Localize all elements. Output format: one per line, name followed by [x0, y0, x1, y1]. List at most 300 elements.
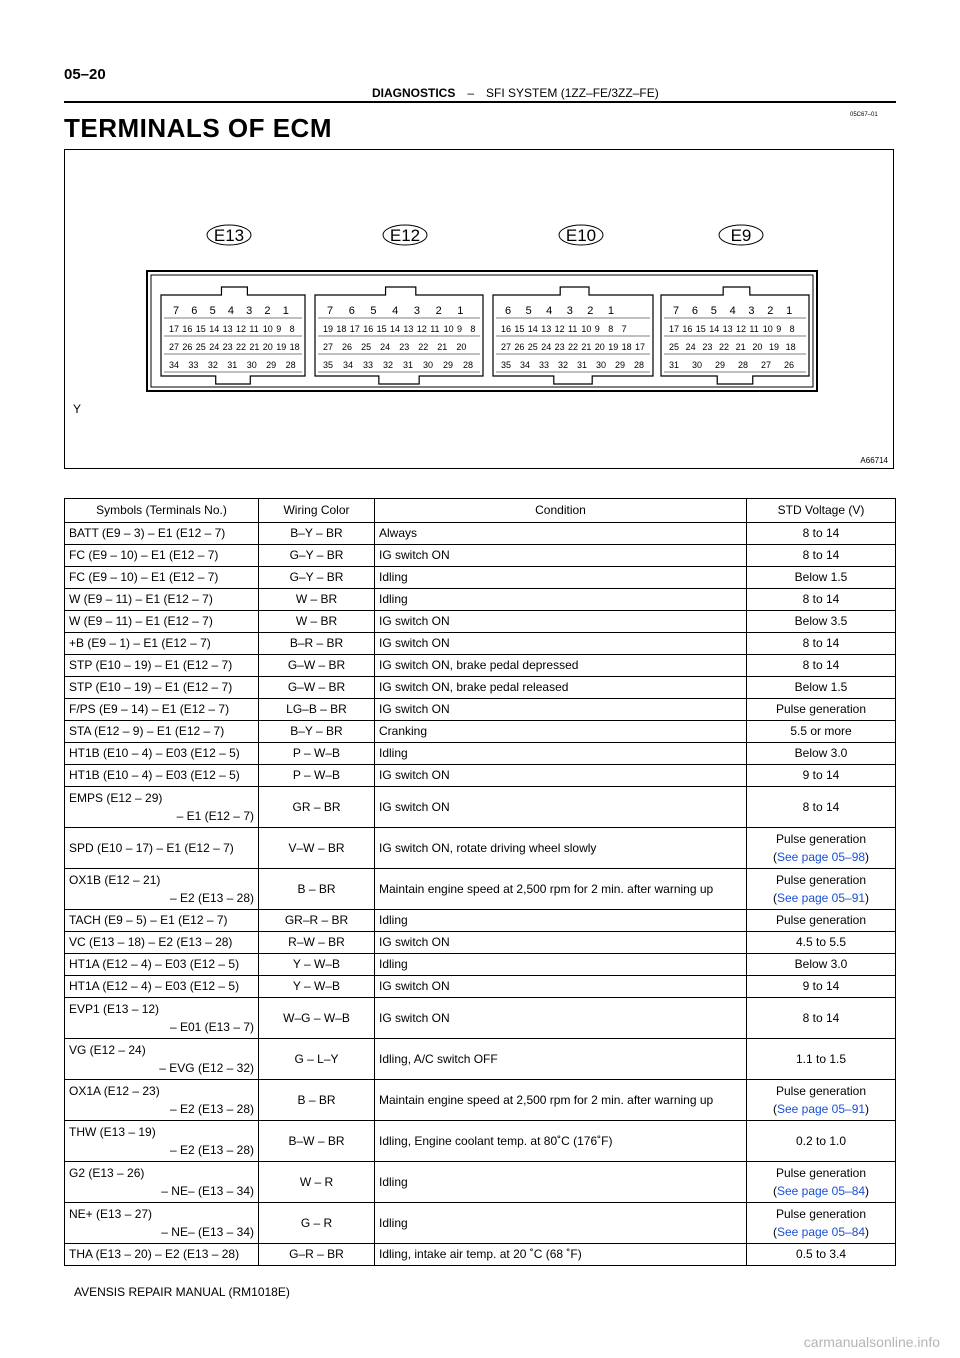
- cell-wiring-color: [259, 954, 375, 976]
- row-std-voltage: 0.5 to 3.4: [795, 1247, 847, 1261]
- row-condition: Idling, Engine coolant temp. at 80˚C (176˚F): [379, 1134, 613, 1148]
- cell-std-voltage: [747, 721, 896, 743]
- row-wiring-color: W – BR: [295, 614, 338, 628]
- table-row: [65, 699, 896, 721]
- connector-pin-number: 6: [348, 305, 355, 317]
- connector-pin-number: 27: [761, 360, 772, 370]
- connector-pin-number: 13: [541, 324, 552, 334]
- connector-pin-number: 7: [327, 305, 334, 317]
- connector-pin-number: 23: [554, 342, 565, 352]
- cell-std-voltage: [747, 1244, 896, 1266]
- row-std-voltage: 0.2 to 1.0: [795, 1134, 847, 1148]
- row-symbol: F/PS (E9 – 14) – E1 (E12 – 7): [69, 702, 230, 716]
- row-condition: IG switch ON: [379, 636, 450, 650]
- figure-id: A66714: [860, 456, 888, 465]
- row-wiring-color: G – R: [300, 1216, 333, 1230]
- cell-std-voltage: [747, 932, 896, 954]
- table-row: [65, 1203, 896, 1244]
- connector-pin-number: 7: [673, 305, 680, 317]
- connector-pin-number: 1: [786, 305, 793, 317]
- connector-pin-number: 29: [715, 360, 726, 370]
- connector-pin-number: 26: [182, 342, 193, 352]
- row-wiring-color: G–Y – BR: [289, 548, 344, 562]
- connector-pin-number: 15: [514, 324, 525, 334]
- connector-pin-number: 24: [541, 342, 552, 352]
- connector-pin-number: 1: [282, 305, 289, 317]
- see-page-link[interactable]: See page 05–98: [776, 850, 866, 864]
- cell-wiring-color: [259, 1039, 375, 1080]
- cell-std-voltage: [747, 589, 896, 611]
- row-wiring-color: G–Y – BR: [289, 570, 344, 584]
- cell-std-voltage: [747, 1121, 896, 1162]
- row-wiring-color: W – BR: [295, 592, 338, 606]
- row-std-voltage: 8 to 14: [802, 636, 840, 650]
- cell-std-voltage: [747, 523, 896, 545]
- connector-pin-number: 22: [418, 342, 429, 352]
- row-symbol: EMPS (E12 – 29): [69, 791, 163, 805]
- connector-pin-number: 7: [173, 305, 180, 317]
- table-row: [65, 954, 896, 976]
- connector-pin-number: 32: [383, 360, 394, 370]
- connector-pin-number: 18: [289, 342, 300, 352]
- connector-pin-number: 17: [669, 324, 680, 334]
- row-std-voltage: Below 3.0: [794, 957, 848, 971]
- row-std-voltage: 8 to 14: [802, 1011, 840, 1025]
- row-condition: Always: [379, 526, 418, 540]
- connector-pin-number: 10: [581, 324, 592, 334]
- connector-pin-number: 16: [682, 324, 693, 334]
- table-row: [65, 787, 896, 828]
- connector-pin-number: 26: [342, 342, 353, 352]
- cell-symbol: [65, 1162, 259, 1203]
- cell-condition: [375, 523, 747, 545]
- row-wiring-color: GR – BR: [292, 800, 341, 814]
- cell-symbol: [65, 787, 259, 828]
- connector-pin-number: 1: [457, 305, 464, 317]
- cell-symbol: [65, 1039, 259, 1080]
- cell-wiring-color: [259, 910, 375, 932]
- cell-symbol: [65, 589, 259, 611]
- connector-pin-number: 34: [169, 360, 180, 370]
- cell-wiring-color: [259, 699, 375, 721]
- see-page-link[interactable]: See page 05–84: [776, 1225, 866, 1239]
- row-symbol-ground: – E1 (E12 – 7): [176, 809, 254, 823]
- cell-condition: [375, 721, 747, 743]
- connector-pin-number: 30: [246, 360, 257, 370]
- cell-symbol: [65, 655, 259, 677]
- row-wiring-color: G – L–Y: [294, 1052, 339, 1066]
- row-wiring-color: B–R – BR: [289, 636, 344, 650]
- terminals-table: [64, 498, 896, 1266]
- page-footer: AVENSIS REPAIR MANUAL (RM1018E): [74, 1285, 290, 1299]
- connector-pin-number: 3: [413, 305, 420, 317]
- row-wiring-color: GR–R – BR: [284, 913, 349, 927]
- cell-wiring-color: [259, 523, 375, 545]
- cell-symbol: [65, 932, 259, 954]
- row-symbol: FC (E9 – 10) – E1 (E12 – 7): [69, 570, 219, 584]
- row-condition: Idling: [379, 592, 408, 606]
- connector-pin-number: 5: [209, 305, 216, 317]
- row-wiring-color: B–Y – BR: [290, 526, 343, 540]
- row-condition: Idling: [379, 913, 408, 927]
- connector-pin-number: 2: [264, 305, 271, 317]
- connector-pin-number: 34: [343, 360, 354, 370]
- row-condition: Idling: [379, 1175, 408, 1189]
- table-row: [65, 721, 896, 743]
- row-wiring-color: G–W – BR: [287, 680, 346, 694]
- cell-condition: [375, 910, 747, 932]
- connector-pin-number: 23: [702, 342, 713, 352]
- cell-condition: [375, 828, 747, 869]
- row-symbol: THA (E13 – 20) – E2 (E13 – 28): [69, 1247, 240, 1261]
- cell-condition: [375, 1203, 747, 1244]
- cell-wiring-color: [259, 787, 375, 828]
- cell-wiring-color: [259, 1162, 375, 1203]
- connector-pin-number: 14: [209, 324, 220, 334]
- cell-wiring-color: [259, 633, 375, 655]
- cell-symbol: [65, 611, 259, 633]
- cell-std-voltage: [747, 869, 896, 910]
- connector-pin-number: 7: [621, 324, 627, 334]
- row-symbol: HT1B (E10 – 4) – E03 (E12 – 5): [69, 768, 240, 782]
- connector-pin-number: 16: [501, 324, 512, 334]
- cell-wiring-color: [259, 1121, 375, 1162]
- cell-wiring-color: [259, 1080, 375, 1121]
- row-condition: IG switch ON: [379, 979, 450, 993]
- connector-pin-number: 8: [289, 324, 295, 334]
- connector-pin-number: 2: [587, 305, 594, 317]
- see-page-link[interactable]: See page 05–91: [776, 1102, 866, 1116]
- connector-pin-number: 29: [266, 360, 277, 370]
- connector-pin-number: 12: [736, 324, 747, 334]
- connector-pin-number: 25: [669, 342, 680, 352]
- row-symbol-ground: – E2 (E13 – 28): [169, 1102, 254, 1116]
- row-symbol: EVP1 (E13 – 12): [69, 1002, 160, 1016]
- table-row: [65, 1080, 896, 1121]
- row-wiring-color: B–W – BR: [288, 1134, 345, 1148]
- cell-condition: [375, 998, 747, 1039]
- cell-condition: [375, 932, 747, 954]
- table-row: [65, 677, 896, 699]
- cell-wiring-color: [259, 721, 375, 743]
- cell-std-voltage: [747, 611, 896, 633]
- cell-symbol: [65, 523, 259, 545]
- see-page-link[interactable]: See page 05–84: [776, 1184, 866, 1198]
- connector-pin-number: 18: [621, 342, 632, 352]
- row-wiring-color: B – BR: [297, 1093, 336, 1107]
- connector-pin-number: 9: [276, 324, 282, 334]
- cell-condition: [375, 869, 747, 910]
- connector-pin-number: 26: [514, 342, 525, 352]
- connector-pin-number: 19: [323, 324, 334, 334]
- connector-pin-number: 28: [738, 360, 749, 370]
- connector-pin-number: 27: [323, 342, 334, 352]
- connector-pin-number: 6: [691, 305, 698, 317]
- connector-pin-number: 27: [169, 342, 180, 352]
- cell-wiring-color: [259, 743, 375, 765]
- row-condition: Maintain engine speed at 2,500 rpm for 2 min. after warning up: [379, 1093, 714, 1107]
- cell-std-voltage: [747, 998, 896, 1039]
- cell-symbol: [65, 743, 259, 765]
- connector-label: E9: [730, 226, 752, 245]
- connector-pin-number: 17: [635, 342, 646, 352]
- row-condition: Cranking: [379, 724, 428, 738]
- connector-label: E10: [565, 226, 597, 245]
- connector-pin-number: 20: [594, 342, 605, 352]
- connector-pin-number: 33: [363, 360, 374, 370]
- row-condition: IG switch ON, brake pedal released: [379, 680, 569, 694]
- connector-pin-number: 4: [392, 305, 399, 317]
- row-symbol: STA (E12 – 9) – E1 (E12 – 7): [69, 724, 225, 738]
- row-condition: IG switch ON: [379, 702, 450, 716]
- connector-pin-number: 19: [276, 342, 287, 352]
- cell-symbol: [65, 567, 259, 589]
- row-std-voltage: 9 to 14: [802, 979, 840, 993]
- cell-wiring-color: [259, 765, 375, 787]
- connector-pin-number: 33: [539, 360, 550, 370]
- row-std-voltage: 8 to 14: [802, 548, 840, 562]
- row-condition: IG switch ON: [379, 614, 450, 628]
- connector-pin-number: 25: [527, 342, 538, 352]
- table-header-row: [65, 499, 896, 523]
- connector-pin-number: 21: [735, 342, 746, 352]
- row-symbol: FC (E9 – 10) – E1 (E12 – 7): [69, 548, 219, 562]
- connector-pin-number: 21: [581, 342, 592, 352]
- row-wiring-color: Y – W–B: [292, 957, 341, 971]
- cell-std-voltage: [747, 976, 896, 998]
- table-row: [65, 932, 896, 954]
- cell-condition: [375, 655, 747, 677]
- table-row: [65, 828, 896, 869]
- page-header: [372, 86, 659, 100]
- cell-std-voltage: [747, 545, 896, 567]
- connector-pin-number: 11: [249, 324, 259, 334]
- row-symbol: STP (E10 – 19) – E1 (E12 – 7): [69, 680, 233, 694]
- row-std-link-wrap: (See page 05–84): [772, 1184, 870, 1198]
- connector-pin-number: 30: [692, 360, 703, 370]
- row-wiring-color: B–Y – BR: [290, 724, 343, 738]
- row-symbol: BATT (E9 – 3) – E1 (E12 – 7): [69, 526, 226, 540]
- connector-pin-number: 35: [323, 360, 334, 370]
- cell-symbol: [65, 998, 259, 1039]
- cell-wiring-color: [259, 567, 375, 589]
- cell-wiring-color: [259, 589, 375, 611]
- table-row: [65, 611, 896, 633]
- connector-pin-number: 17: [349, 324, 360, 334]
- connector-pin-number: 19: [608, 342, 619, 352]
- connector-pin-number: 18: [785, 342, 796, 352]
- row-symbol: HT1A (E12 – 4) – E03 (E12 – 5): [69, 957, 240, 971]
- table-row: [65, 1121, 896, 1162]
- row-symbol: SPD (E10 – 17) – E1 (E12 – 7): [69, 841, 234, 855]
- row-std-voltage: 8 to 14: [802, 800, 840, 814]
- connector-pin-number: 30: [423, 360, 434, 370]
- row-std-voltage: Below 1.5: [794, 570, 848, 584]
- cell-condition: [375, 1080, 747, 1121]
- row-symbol-ground: – E2 (E13 – 28): [169, 891, 254, 905]
- row-wiring-color: G–W – BR: [287, 658, 346, 672]
- connector-pin-number: 23: [399, 342, 410, 352]
- reference-id: 05C67–01: [850, 112, 878, 118]
- connector-pin-number: 29: [615, 360, 626, 370]
- cell-condition: [375, 589, 747, 611]
- row-std-voltage: 5.5 or more: [790, 724, 852, 738]
- connector-pin-number: 34: [520, 360, 531, 370]
- cell-condition: [375, 787, 747, 828]
- header-subsection: SFI SYSTEM (1ZZ–FE/3ZZ–FE): [486, 86, 659, 100]
- row-wiring-color: W–G – W–B: [283, 1011, 350, 1025]
- connector-pin-number: 4: [227, 305, 234, 317]
- connector-pin-number: 13: [403, 324, 414, 334]
- table-row: [65, 976, 896, 998]
- cell-std-voltage: [747, 1162, 896, 1203]
- row-condition: Idling: [379, 957, 408, 971]
- row-symbol-ground: – NE– (E13 – 34): [161, 1225, 254, 1239]
- row-symbol: OX1B (E12 – 21): [69, 873, 161, 887]
- connector-pin-number: 24: [685, 342, 696, 352]
- cell-std-voltage: [747, 743, 896, 765]
- row-condition: Idling: [379, 746, 408, 760]
- cell-std-voltage: [747, 633, 896, 655]
- cell-symbol: [65, 677, 259, 699]
- cell-std-voltage: [747, 954, 896, 976]
- header-wiring-color: Wiring Color: [259, 499, 375, 523]
- row-symbol: HT1B (E10 – 4) – E03 (E12 – 5): [69, 746, 240, 760]
- row-std-voltage: Pulse generation: [775, 1084, 867, 1098]
- row-std-voltage: 9 to 14: [802, 768, 840, 782]
- row-condition: IG switch ON: [379, 548, 450, 562]
- row-condition: Idling: [379, 1216, 408, 1230]
- cell-symbol: [65, 976, 259, 998]
- connector-pin-number: 26: [784, 360, 795, 370]
- table-row: [65, 765, 896, 787]
- connector-pin-number: 1: [607, 305, 614, 317]
- row-std-link-wrap: (See page 05–84): [772, 1225, 870, 1239]
- connector-pin-number: 5: [525, 305, 532, 317]
- figure-y-label: Y: [73, 402, 82, 416]
- table-row: [65, 910, 896, 932]
- connector-pin-number: 12: [554, 324, 565, 334]
- row-symbol: NE+ (E13 – 27): [69, 1207, 153, 1221]
- header-separator: –: [467, 86, 475, 100]
- connector-pin-number: 20: [752, 342, 763, 352]
- connector-pin-number: 9: [594, 324, 600, 334]
- cell-std-voltage: [747, 1203, 896, 1244]
- row-std-voltage: 1.1 to 1.5: [795, 1052, 847, 1066]
- row-std-voltage: 8 to 14: [802, 592, 840, 606]
- row-wiring-color: B – BR: [297, 882, 336, 896]
- connector-pin-number: 13: [722, 324, 733, 334]
- table-row: [65, 655, 896, 677]
- page-title: TERMINALS OF ECM: [64, 113, 332, 143]
- connector-pin-number: 8: [470, 324, 476, 334]
- cell-symbol: [65, 1080, 259, 1121]
- cell-condition: [375, 743, 747, 765]
- cell-condition: [375, 1244, 747, 1266]
- row-symbol: VC (E13 – 18) – E2 (E13 – 28): [69, 935, 233, 949]
- connector-pin-number: 22: [568, 342, 579, 352]
- row-std-voltage: Below 3.5: [794, 614, 848, 628]
- cell-condition: [375, 1121, 747, 1162]
- connector-pin-number: 32: [558, 360, 569, 370]
- cell-wiring-color: [259, 998, 375, 1039]
- connector-pin-number: 4: [546, 305, 553, 317]
- header-symbols: Symbols (Terminals No.): [65, 499, 259, 523]
- connector-pin-number: 11: [430, 324, 440, 334]
- row-condition: Maintain engine speed at 2,500 rpm for 2 min. after warning up: [379, 882, 714, 896]
- cell-symbol: [65, 828, 259, 869]
- connector-pin-number: 19: [769, 342, 780, 352]
- see-page-link[interactable]: See page 05–91: [776, 891, 866, 905]
- table-row: [65, 869, 896, 910]
- connector-pin-number: 27: [501, 342, 512, 352]
- cell-std-voltage: [747, 765, 896, 787]
- connector-pin-number: 5: [370, 305, 377, 317]
- connector-pin-number: 16: [363, 324, 374, 334]
- table-row: [65, 567, 896, 589]
- cell-std-voltage: [747, 567, 896, 589]
- row-condition: Idling, intake air temp. at 20 ˚C (68 ˚F): [379, 1247, 582, 1261]
- row-condition: IG switch ON: [379, 935, 450, 949]
- row-symbol-ground: – EVG (E12 – 32): [159, 1061, 254, 1075]
- cell-wiring-color: [259, 1203, 375, 1244]
- row-std-voltage: Pulse generation: [775, 702, 867, 716]
- row-std-voltage: Below 3.0: [794, 746, 848, 760]
- header-condition: Condition: [375, 499, 747, 523]
- connector-pin-number: 25: [195, 342, 206, 352]
- connector-pin-number: 12: [236, 324, 247, 334]
- connector-pin-number: 16: [182, 324, 193, 334]
- row-wiring-color: W – R: [299, 1175, 334, 1189]
- connector-pin-number: 10: [262, 324, 273, 334]
- row-std-voltage: Pulse generation: [775, 1166, 867, 1180]
- row-condition: IG switch ON: [379, 1011, 450, 1025]
- row-wiring-color: V–W – BR: [288, 841, 345, 855]
- row-symbol: TACH (E9 – 5) – E1 (E12 – 7): [69, 913, 228, 927]
- connector-pin-number: 9: [776, 324, 782, 334]
- connector-pin-number: 3: [748, 305, 755, 317]
- connector-pin-number: 24: [209, 342, 220, 352]
- cell-symbol: [65, 1121, 259, 1162]
- connector-pin-number: 3: [246, 305, 253, 317]
- cell-wiring-color: [259, 611, 375, 633]
- header-section: DIAGNOSTICS: [372, 86, 456, 100]
- cell-condition: [375, 1162, 747, 1203]
- cell-condition: [375, 567, 747, 589]
- cell-symbol: [65, 1244, 259, 1266]
- row-symbol: W (E9 – 11) – E1 (E12 – 7): [69, 614, 213, 628]
- row-std-voltage: Pulse generation: [775, 913, 867, 927]
- cell-wiring-color: [259, 1244, 375, 1266]
- row-wiring-color: P – W–B: [292, 768, 341, 782]
- connector-pin-number: 17: [169, 324, 180, 334]
- row-std-voltage: 8 to 14: [802, 658, 840, 672]
- cell-std-voltage: [747, 787, 896, 828]
- page-number: 05–20: [64, 66, 106, 83]
- row-symbol-ground: – NE– (E13 – 34): [161, 1184, 254, 1198]
- connector-pin-number: 15: [695, 324, 706, 334]
- row-wiring-color: R–W – BR: [288, 935, 345, 949]
- cell-symbol: [65, 699, 259, 721]
- row-symbol: OX1A (E12 – 23): [69, 1084, 160, 1098]
- connector-pin-number: 22: [719, 342, 730, 352]
- cell-condition: [375, 677, 747, 699]
- row-symbol: +B (E9 – 1) – E1 (E12 – 7): [69, 636, 211, 650]
- connector-pin-number: 31: [669, 360, 680, 370]
- cell-symbol: [65, 721, 259, 743]
- cell-std-voltage: [747, 1080, 896, 1121]
- table-row: [65, 743, 896, 765]
